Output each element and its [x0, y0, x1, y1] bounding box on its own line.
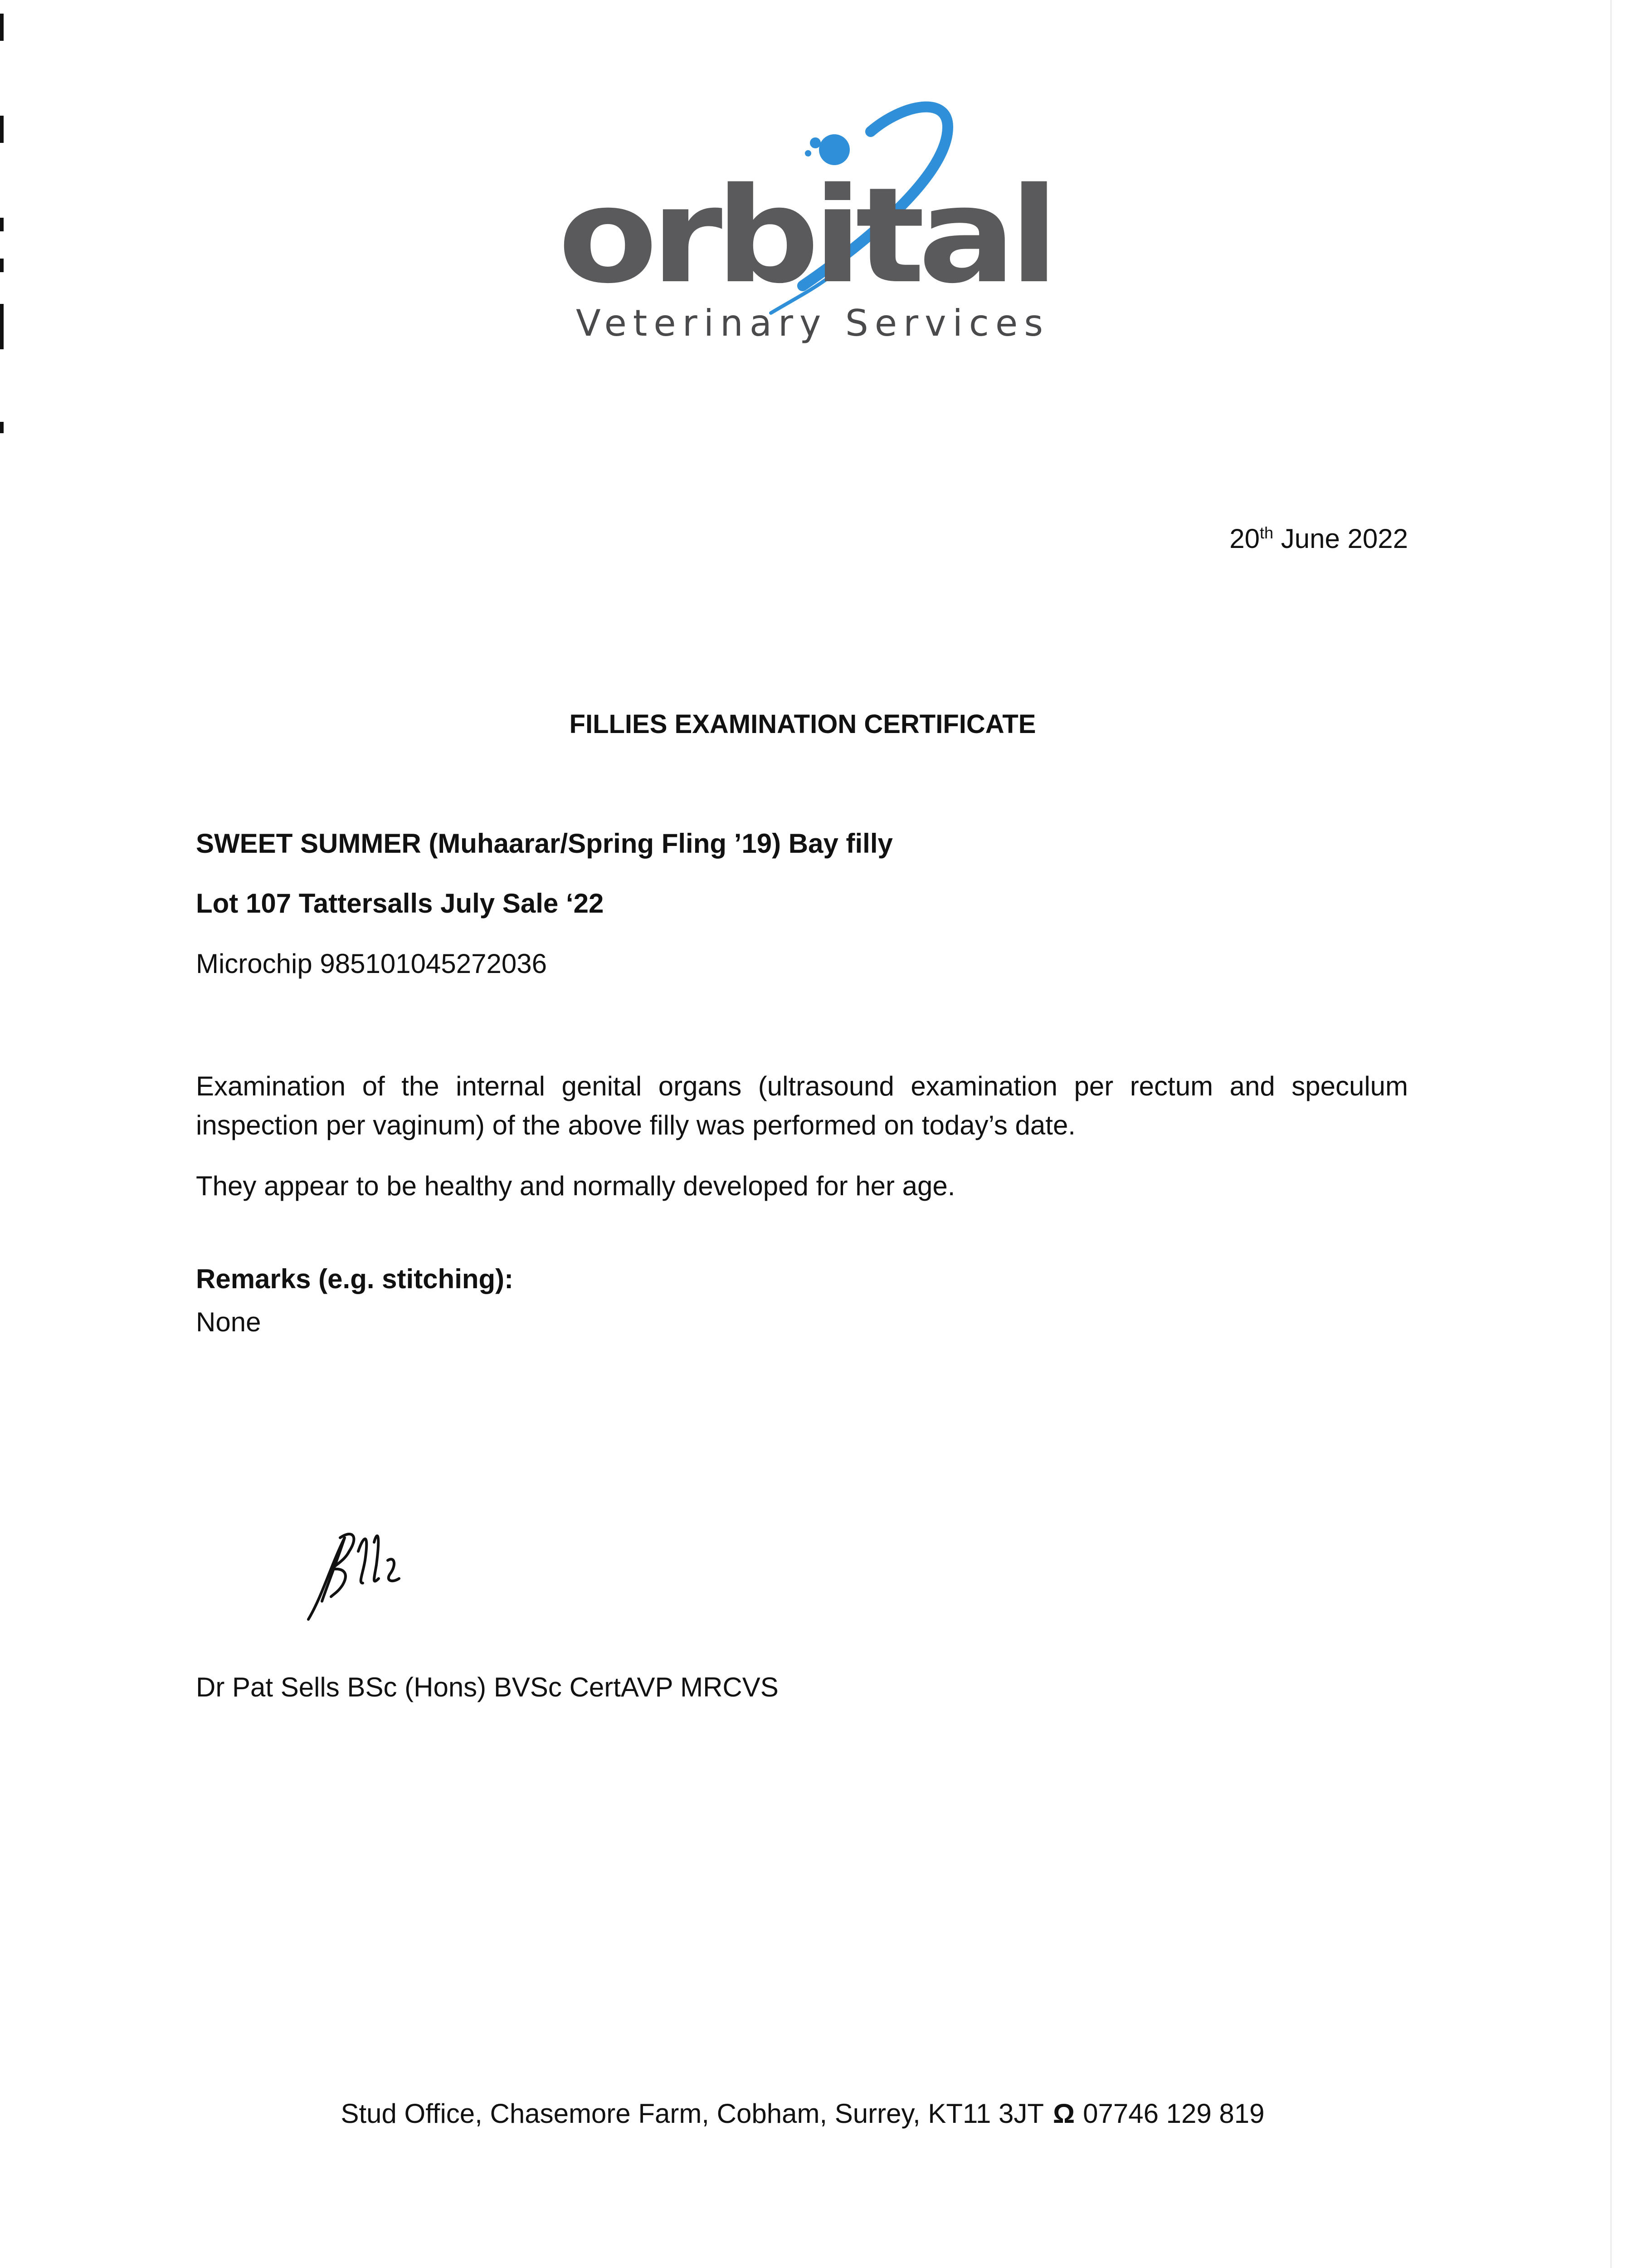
footer-address: Stud Office, Chasemore Farm, Cobham, Surrey, KT11 3JT: [341, 2098, 1044, 2129]
scan-edge-mark: [0, 218, 4, 231]
certificate-title: FILLIES EXAMINATION CERTIFICATE: [569, 709, 1036, 739]
phone-icon: Ω: [1053, 2098, 1075, 2129]
signature-image: [290, 1510, 408, 1628]
scan-edge-mark: [0, 422, 4, 433]
scan-edge-mark: [0, 259, 4, 272]
examination-paragraph: Examination of the internal genital organs (ultrasound examination per rectum and speculum inspection per vaginum) of the above filly was performed on today’s date.: [196, 1071, 1408, 1140]
remarks-label: Remarks (e.g. stitching):: [196, 1264, 514, 1294]
footer-phone: 07746 129 819: [1083, 2098, 1265, 2129]
finding-paragraph: They appear to be healthy and normally developed for her age.: [196, 1171, 955, 1201]
signatory-name: Dr Pat Sells BSc (Hons) BVSc CertAVP MRCVS: [196, 1672, 779, 1702]
scan-right-edge: [1610, 0, 1612, 2268]
logo-wordmark: orbital: [558, 160, 1052, 313]
remarks-value: None: [196, 1307, 261, 1337]
logo-tagline: Veterinary Services: [576, 302, 1043, 344]
orbital-logo: [558, 100, 1066, 354]
microchip-line: Microchip 985101045272036: [196, 948, 547, 979]
scan-edge-mark: [0, 304, 4, 349]
lot-line: Lot 107 Tattersalls July Sale ‘22: [196, 888, 604, 919]
scan-edge-mark: [0, 14, 4, 41]
certificate-date: 20th June 2022: [1229, 523, 1408, 554]
scan-edge-mark: [0, 116, 4, 143]
horse-name-line: SWEET SUMMER (Muhaarar/Spring Fling ’19) Bay filly: [196, 828, 893, 859]
footer-address-block: [0, 2096, 1605, 2132]
